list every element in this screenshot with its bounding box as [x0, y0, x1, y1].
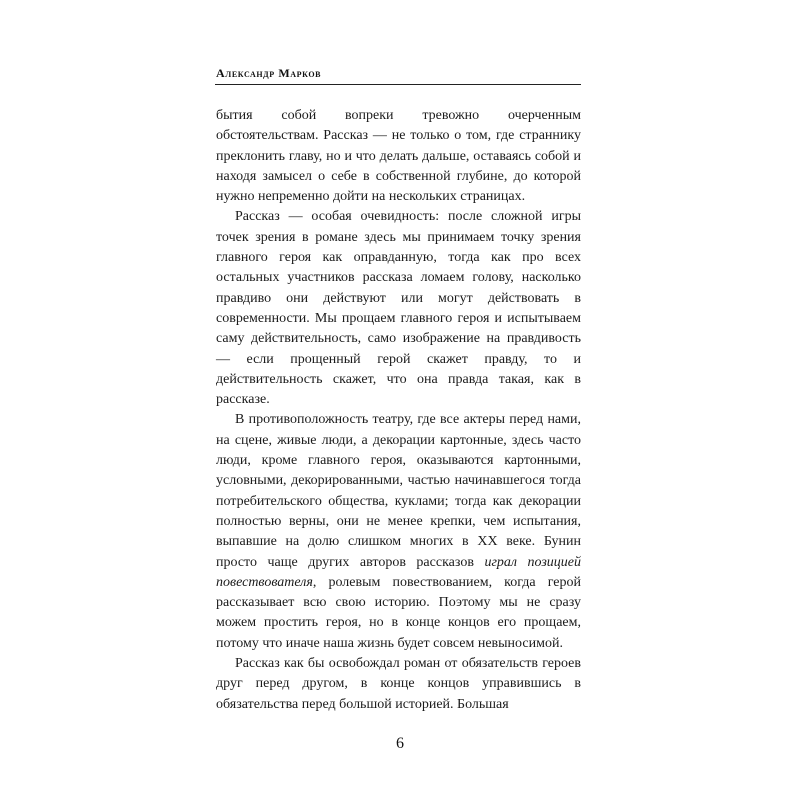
- paragraph-3-emphasis: играл позицией повествователя: [216, 554, 581, 590]
- paragraph-3-text-b: , ролевым повествованием, когда герой рассказывает всю свою историю. Поэтому мы не сразу можем простить героя, но в конце концов его прощаем, потому что иначе наша жизнь будет совсем невыносимой.: [216, 574, 581, 651]
- header-rule: [215, 84, 581, 85]
- paragraph-1: бытия собой вопреки тревожно очерченным обстоятельствам. Рассказ — не только о том, где страннику преклонить главу, но и что делать дальше, оставаясь собой и находя замысел о себе в собственной глубине, до которой нужно непременно дойти на нескольких страницах.: [216, 108, 581, 205]
- running-head-author: Александр Марков: [216, 66, 322, 80]
- body-text: [216, 106, 581, 715]
- paragraph-3: [216, 410, 581, 654]
- page-number: 6: [396, 735, 404, 752]
- paragraph-3-text-a: В противоположность театру, где все актеры перед нами, на сцене, живые люди, а декорации картонные, здесь часто люди, кроме главного героя, оказываются картонными, условными, декорированными, частью начинавшегося тогда потребительского общества, куклами; тогда как декорации полностью верны, они не менее крепки, чем испытания, выпавшие на долю слишком многих в XX веке. Бунин просто чаще других авторов рассказов: [216, 412, 581, 570]
- paragraph-2: Рассказ — особая очевидность: после сложной игры точек зрения в романе здесь мы принимаем точку зрения главного героя как оправданную, тогда как про всех остальных участников рассказа ломаем голову, насколько правдиво они действуют или могут действовать в современности. Мы прощаем главного героя и испытываем саму действительность, само изображение на правдивость — если прощенный герой скажет правду, то и действительность скажет, что она правда такая, как в рассказе.: [216, 209, 581, 408]
- paragraph-4: Рассказ как бы освобождал роман от обязательств героев друг перед другом, в конце концов управившись в обязательства перед большой историей. Большая: [216, 656, 581, 712]
